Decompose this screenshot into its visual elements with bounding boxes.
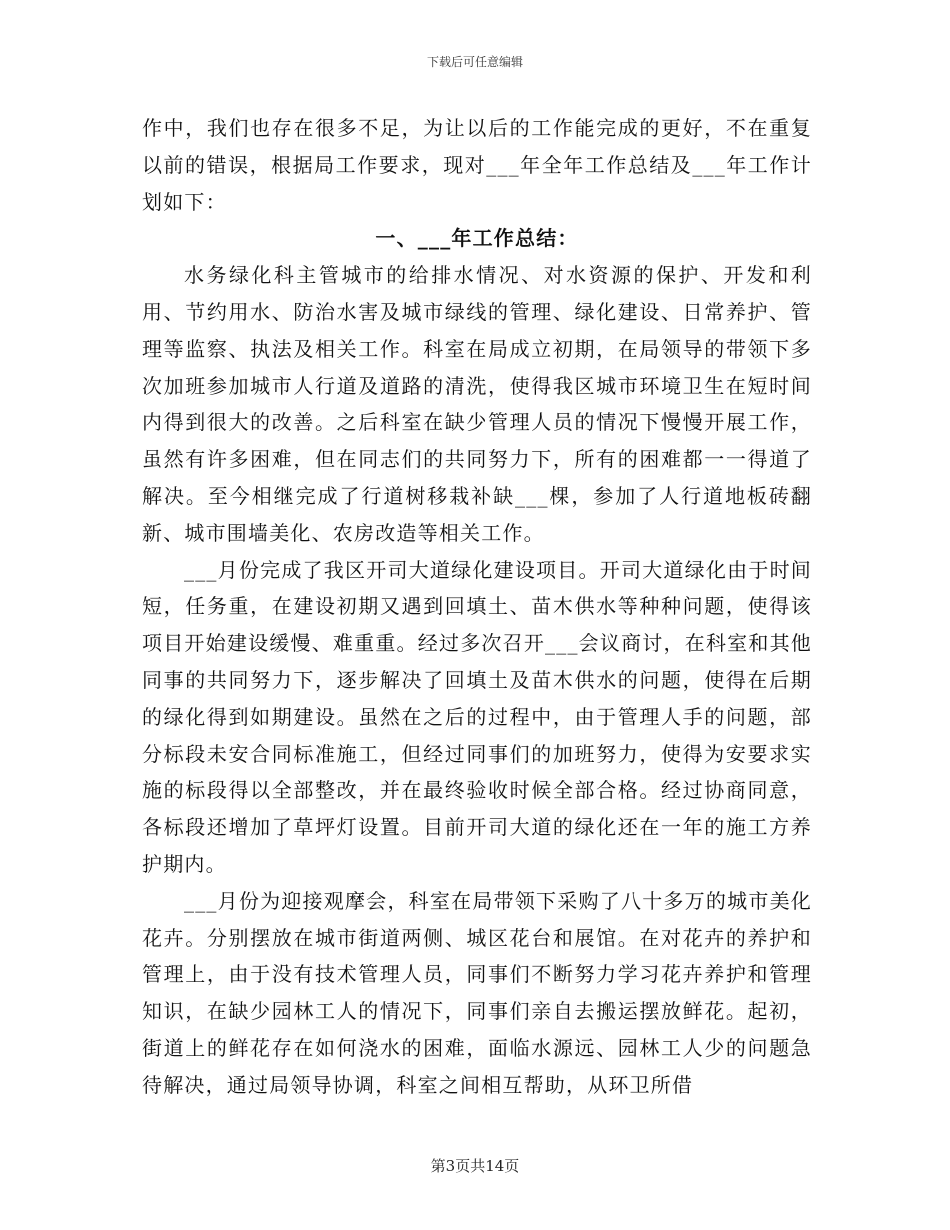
document-body: [142, 110, 812, 1104]
page-header-note: 下载后可任意编辑: [426, 55, 523, 69]
section-heading: 一、___年工作总结：: [375, 226, 579, 251]
body-paragraph: ___月份为迎接观摩会，科室在局带领下采购了八十多万的城市美化花卉。分别摆放在城市街道两侧、城区花台和展馆。在对花卉的养护和管理上，由于没有技术管理人员，同事们不断努力学习花卉养护和管理知识，在缺少园林工人的情况下，同事们亲自去搬运摆放鲜花。起初，街道上的鲜花存在如何浇水的困难，面临水源远、园林工人少的问题急待解决，通过局领导协调，科室之间相互帮助，从环卫所借: [142, 888, 812, 1097]
body-paragraph: 水务绿化科主管城市的给排水情况、对水资源的保护、开发和利用、节约用水、防治水害及城市绿线的管理、绿化建设、日常养护、管理等监察、执法及相关工作。科室在局成立初期，在局领导的带领下多次加班参加城市人行道及道路的清洗，使得我区城市环境卫生在短时间内得到很大的改善。之后科室在缺少管理人员的情况下慢慢开展工作，虽然有许多困难，但在同志们的共同努力下，所有的困难都一一得道了解决。至今相继完成了行道树移栽补缺___棵，参加了人行道地板砖翻新、城市围墙美化、农房改造等相关工作。: [142, 263, 812, 545]
page-number: 第3页共14页: [430, 1157, 520, 1175]
body-paragraph: ___月份完成了我区开司大道绿化建设项目。开司大道绿化由于时间短，任务重，在建设初期又遇到回填土、苗木供水等种种问题，使得该项目开始建设缓慢、难重重。经过多次召开___会议商讨，在科室和其他同事的共同努力下，逐步解决了回填土及苗木供水的问题，使得在后期的绿化得到如期建设。虽然在之后的过程中，由于管理人手的问题，部分标段未安合同标准施工，但经过同事们的加班努力，使得为安要求实施的标段得以全部整改，并在最终验收时候全部合格。经过协商同意，各标段还增加了草坪灯设置。目前开司大道的绿化还在一年的施工方养护期内。: [142, 557, 812, 876]
intro-paragraph: 作中，我们也存在很多不足，为让以后的工作能完成的更好，不在重复以前的错误，根据局工作要求，现对___年全年工作总结及___年工作计划如下：: [142, 116, 812, 214]
